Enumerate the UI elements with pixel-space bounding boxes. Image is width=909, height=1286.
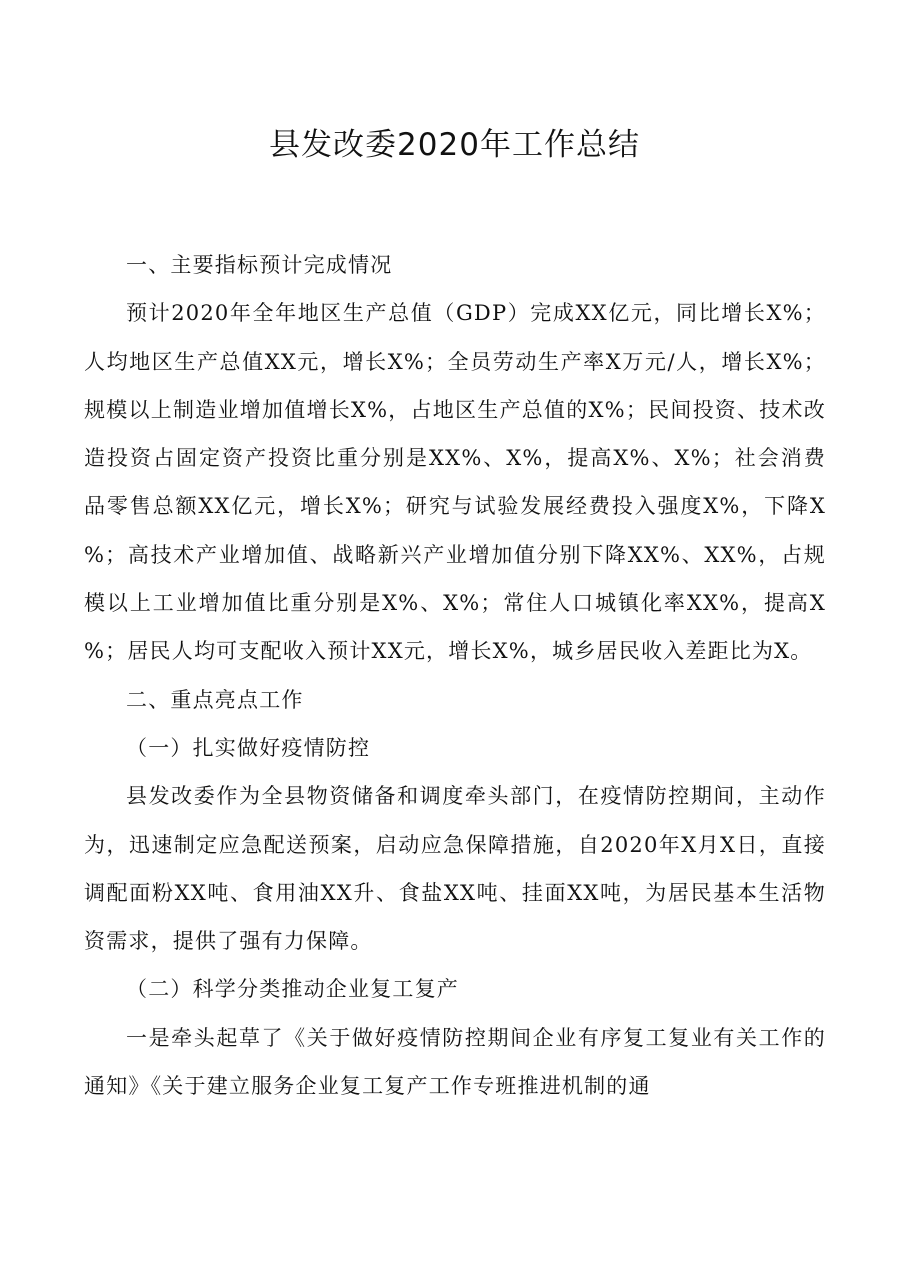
paragraph-epidemic-control: 县发改委作为全县物资储备和调度牵头部门，在疫情防控期间，主动作为，迅速制定应急配送预案，启动应急保障措施，自2020年X月X日，直接调配面粉XX吨、食用油XX升、食盐XX吨、挂面XX吨，为居民基本生活物资需求，提供了强有力保障。 [84, 784, 826, 954]
subheading-epidemic-control: （一）扎实做好疫情防控 [126, 735, 371, 760]
paragraph-resumption: 一是牵头起草了《关于做好疫情防控期间企业有序复工复业有关工作的通知》《关于建立服务企业复工复产工作专班推进机制的通 [84, 1025, 826, 1099]
document-title: 县发改委2020年工作总结 [269, 127, 640, 163]
paragraph-indicators: 预计2020年全年地区生产总值（GDP）完成XX亿元，同比增长X%；人均地区生产总值XX元，增长X%；全员劳动生产率X万元/人，增长X%；规模以上制造业增加值增长X%，占地区生产总值的X%；民间投资、技术改造投资占固定资产投资比重分别是XX%、X%，提高X%、X%；社会消费品零售总额XX亿元，增长X%；研究与试验发展经费投入强度X%，下降X%；高技术产业增加值、战略新兴产业增加值分别下降XX%、XX%，占规模以上工业增加值比重分别是X%、X%；常住人口城镇化率XX%，提高X%；居民人均可支配收入预计XX元，增长X%，城乡居民收入差距比为X。 [84, 301, 826, 664]
section-heading-key-work: 二、重点亮点工作 [126, 687, 304, 712]
subheading-resumption: （二）科学分类推动企业复工复产 [126, 977, 459, 1002]
section-heading-main-indicators: 一、主要指标预计完成情况 [126, 253, 393, 277]
document-body [84, 241, 826, 1110]
